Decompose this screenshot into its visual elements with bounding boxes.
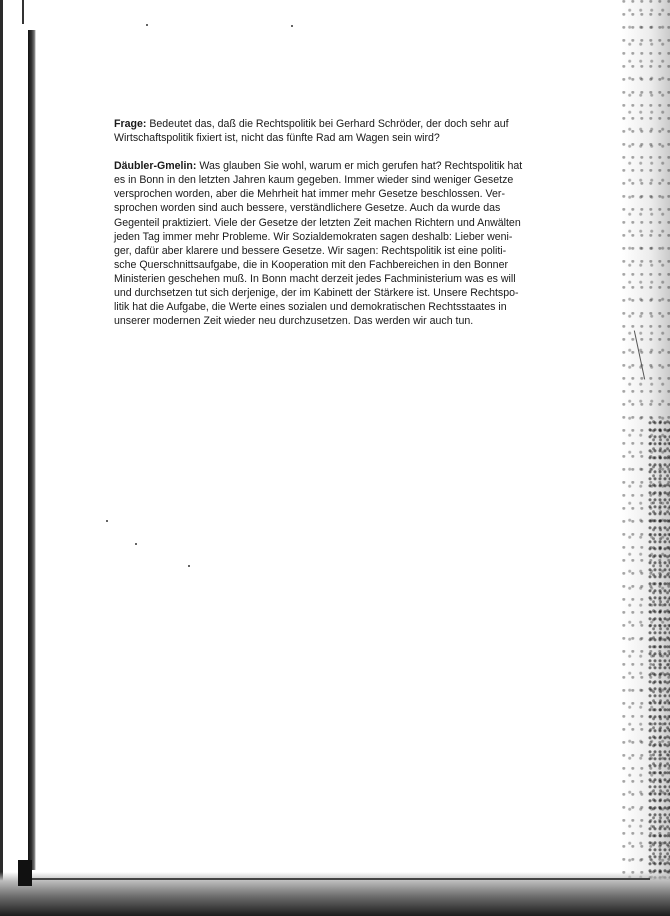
scan-speck [106, 520, 108, 522]
speaker-label: Däubler-Gmelin: [114, 160, 197, 173]
scan-speck [146, 24, 148, 26]
scan-speck [188, 565, 190, 567]
paragraph-text: Was glauben Sie wohl, warum er mich gerufen hat? Rechtspolitik hat es in Bonn in den letzten Jahren kaum gegeben. Immer wieder sind weniger Gesetze versprochen worden, aber die Mehrheit hat immer mehr Gesetze beschlossen. Ver- sprochen worden sind auch bessere, verständlichere Gesetze. Auch da wurde das Gegenteil praktiziert. Viele der Gesetze der letzten Zeit machen Richtern und Anwälten jeden Tag immer mehr Probleme. Wir Sozialdemokraten sagen deshalb: Lieber weni- ger, dafür aber klarere und bessere Gesetze. Wir sagen: Rechtspolitik ist eine politi- sche Querschnittsaufgabe, die in Kooperation mit den Fachbereichen in den Bonner Ministerien geschehen muß. In Bonn macht derzeit jedes Fachministerium was es will und durchsetzen tut sich derjenige, der im Kabinett der Stärkere ist. Unsere Rechtspo- litik hat die Aufgabe, die Werte eines sozialen und demokratischen Rechtsstaates in unserer modernen Zeit wieder neu durchzusetzen. Das werden wir auch tun. [114, 160, 523, 328]
scan-bottom-corner [18, 860, 32, 886]
answer-paragraph [114, 159, 560, 328]
interview-text [114, 117, 560, 342]
scan-left-shadow [28, 30, 36, 870]
paragraph-text: Bedeutet das, daß die Rechtspolitik bei Gerhard Schröder, der doch sehr auf Wirtschaftspolitik fixiert ist, nicht das fünfte Rad am Wagen sein wird? [114, 118, 509, 145]
scan-bottom-line [20, 878, 650, 880]
scan-right-heavy-noise [648, 420, 670, 880]
scan-speck [135, 543, 137, 545]
speaker-label: Frage: [114, 118, 147, 130]
question-paragraph [114, 117, 560, 145]
scan-left-top-mark [0, 0, 24, 24]
scan-speck [291, 25, 293, 27]
scan-left-edge [0, 0, 3, 916]
